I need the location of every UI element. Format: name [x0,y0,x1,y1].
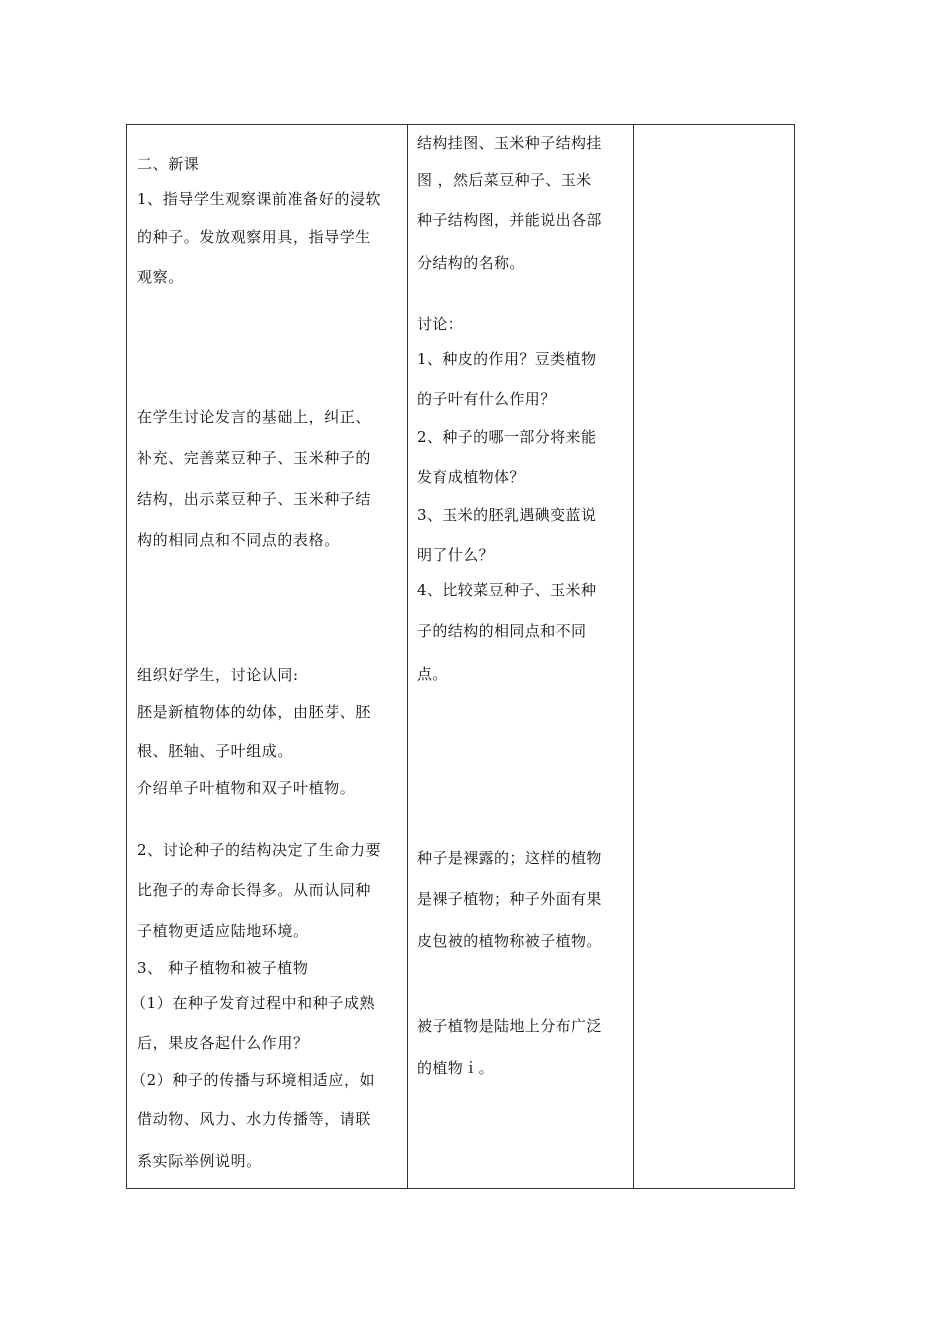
text-line: 被子植物是陆地上分布广泛 [417,1017,602,1035]
text-line: 分结构的名称。 [417,254,525,272]
text-line: 介绍单子叶植物和双子叶植物。 [137,779,356,797]
text-line: 比孢子的寿命长得多。从而认同种 [137,881,372,899]
text-line: 图 ，然后菜豆种子、玉米 [417,171,592,189]
text-line: 子的结构的相同点和不同 [417,622,587,640]
column-divider-2 [633,125,634,1188]
lesson-plan-table [126,124,795,1189]
text-line: 是裸子植物；种子外面有果 [417,890,602,908]
text-line: 二、新课 [137,155,200,173]
text-line: 借动物、风力、水力传播等，请联 [137,1110,372,1128]
text-line: 结构，出示菜豆种子、玉米种子结 [137,490,372,508]
text-line: 2、种子的哪一部分将来能 [417,428,597,446]
text-line: 3、玉米的胚乳遇碘变蓝说 [417,506,597,524]
text-line: 皮包被的植物称被子植物。 [417,932,602,950]
text-line: 1、指导学生观察课前准备好的浸软 [137,190,382,208]
column-divider-1 [407,125,408,1188]
text-line: 补充、完善菜豆种子、玉米种子的 [137,449,372,467]
text-line: 2、讨论种子的结构决定了生命力要 [137,841,382,859]
text-line: 胚是新植物体的幼体，由胚芽、胚 [137,703,372,721]
text-line: 发育成植物体？ [417,468,525,486]
text-line: 根、胚轴、子叶组成。 [137,742,294,760]
text-line: 在学生讨论发言的基础上，纠正、 [137,408,372,426]
text-line: 点。 [417,665,448,683]
text-line: （2）种子的传播与环境相适应，如 [131,1071,376,1089]
text-line: 构的相同点和不同点的表格。 [137,531,340,549]
text-line: 组织好学生，讨论认同: [137,666,299,684]
text-line: 种子结构图，并能说出各部 [417,211,602,229]
text-line: （1）在种子发育过程中和种子成熟 [131,994,376,1012]
text-line: 明了什么？ [417,546,495,564]
text-line: 的种子。发放观察用具，指导学生 [137,228,372,246]
text-line: 3、 种子植物和被子植物 [137,959,309,977]
text-line: 种子是裸露的；这样的植物 [417,849,602,867]
text-line: 1、种皮的作用？豆类植物 [417,350,597,368]
text-line: 观察。 [137,268,184,286]
text-line: 后，果皮各起什么作用？ [137,1034,309,1052]
text-line: 4、比较菜豆种子、玉米种 [417,581,597,599]
text-line: 讨论： [417,315,464,333]
text-line: 子植物更适应陆地环境。 [137,922,309,940]
text-line: 的子叶有什么作用？ [417,390,556,408]
text-line: 系实际举例说明。 [137,1152,262,1170]
text-line: 的植物ｉ。 [417,1059,495,1077]
text-line: 结构挂图、玉米种子结构挂 [417,134,602,152]
